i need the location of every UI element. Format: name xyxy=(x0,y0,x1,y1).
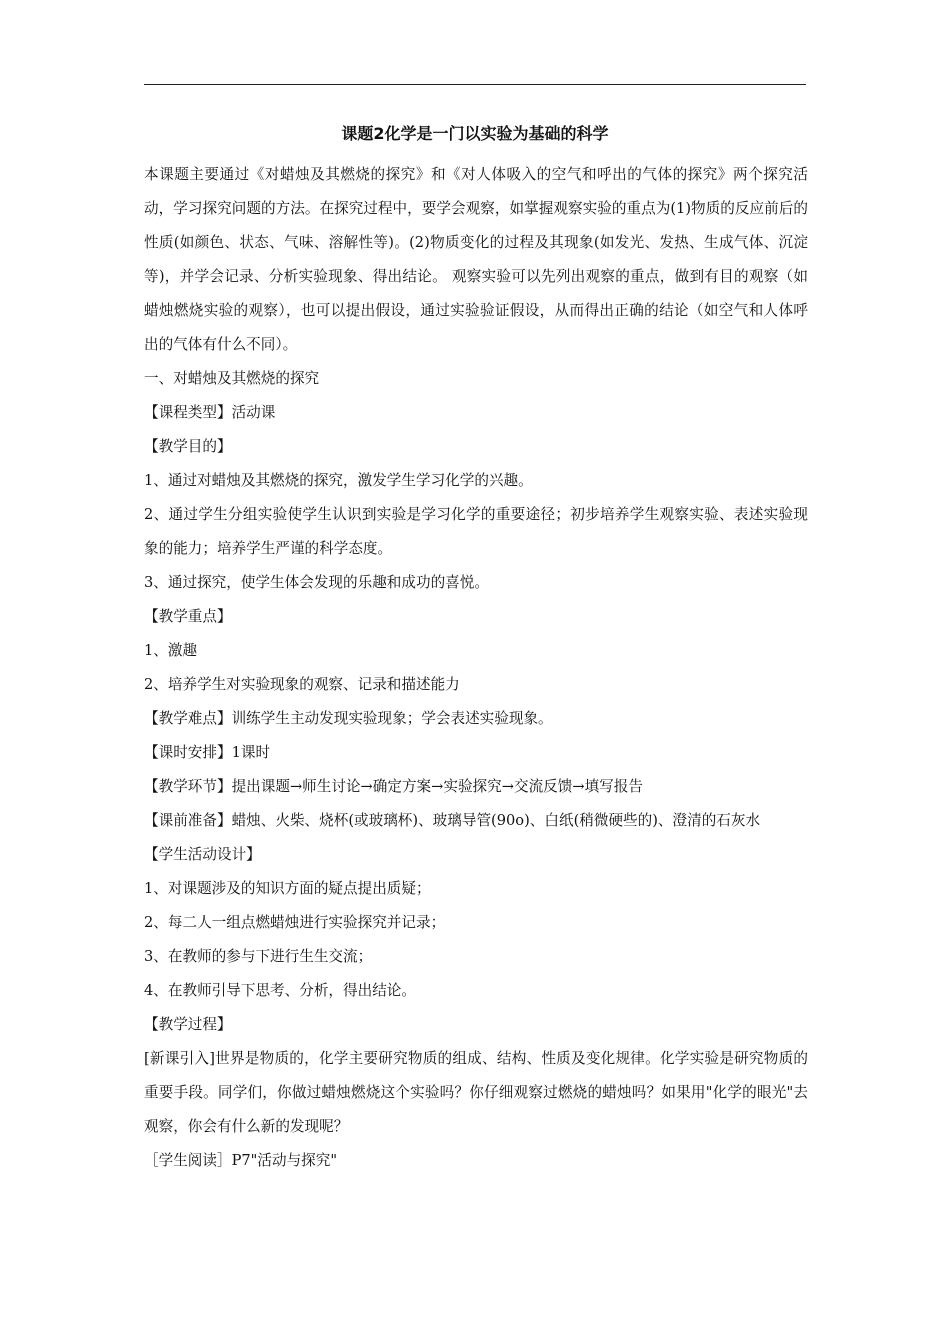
activity-item: 4、在教师引导下思考、分析，得出结论。 xyxy=(144,982,416,999)
objective-item: 3、通过探究，使学生体会发现的乐趣和成功的喜悦。 xyxy=(144,574,489,591)
key-point-item: 2、培养学生对实验现象的观察、记录和描述能力 xyxy=(144,676,460,693)
key-point-item: 1、激趣 xyxy=(144,642,198,659)
document-title: 课题2化学是一门以实验为基础的科学 xyxy=(341,124,609,143)
activity-item: 1、对课题涉及的知识方面的疑点提出质疑； xyxy=(144,880,431,897)
teaching-steps: 【教学环节】提出课题→师生讨论→确定方案→实验探究→交流反馈→填写报告 xyxy=(144,778,643,795)
student-reading: ［学生阅读］P7"活动与探究" xyxy=(144,1152,338,1169)
process-heading: 【教学过程】 xyxy=(144,1016,232,1033)
difficulty: 【教学难点】训练学生主动发现实验现象；学会表述实验现象。 xyxy=(144,710,553,727)
section-heading: 一、对蜡烛及其燃烧的探究 xyxy=(144,370,320,387)
document-body xyxy=(144,158,808,1178)
objective-item: 1、通过对蜡烛及其燃烧的探究，激发学生学习化学的兴趣。 xyxy=(144,472,533,489)
objective-item: 2、通过学生分组实验使学生认识到实验是学习化学的重要途径；初步培养学生观察实验、表述实验现象的能力；培养学生严谨的科学态度。 xyxy=(144,506,808,557)
key-points-heading: 【教学重点】 xyxy=(144,608,232,625)
header-rule xyxy=(144,84,806,85)
objectives-heading: 【教学目的】 xyxy=(144,438,232,455)
lesson-intro: [新课引入]世界是物质的，化学主要研究物质的组成、结构、性质及变化规律。化学实验是研究物质的重要手段。同学们，你做过蜡烛燃烧这个实验吗？你仔细观察过燃烧的蜡烛吗？如果用"化学的眼光"去观察，你会有什么新的发现呢？ xyxy=(144,1050,808,1135)
activity-item: 3、在教师的参与下进行生生交流； xyxy=(144,948,373,965)
activity-design-heading: 【学生活动设计】 xyxy=(144,846,261,863)
intro-paragraph: 本课题主要通过《对蜡烛及其燃烧的探究》和《对人体吸入的空气和呼出的气体的探究》两个探究活动，学习探究问题的方法。在探究过程中，要学会观察，如掌握观察实验的重点为(1)物质的反应前后的性质(如颜色、状态、气味、溶解性等)。(2)物质变化的过程及其现象(如发光、发热、生成气体、沉淀等)，并学会记录、分析实验现象、得出结论。 观察实验可以先列出观察的重点，做到有目的观察（如蜡烛燃烧实验的观察），也可以提出假设，通过实验验证假设，从而得出正确的结论（如空气和人体呼出的气体有什么不同）。 xyxy=(144,166,808,353)
preparation: 【课前准备】蜡烛、火柴、烧杯(或玻璃杯)、玻璃导管(90o)、白纸(稍微硬些的)、澄清的石灰水 xyxy=(144,812,761,829)
class-hours: 【课时安排】1课时 xyxy=(144,744,271,761)
course-type: 【课程类型】活动课 xyxy=(144,404,276,421)
activity-item: 2、每二人一组点燃蜡烛进行实验探究并记录； xyxy=(144,914,446,931)
